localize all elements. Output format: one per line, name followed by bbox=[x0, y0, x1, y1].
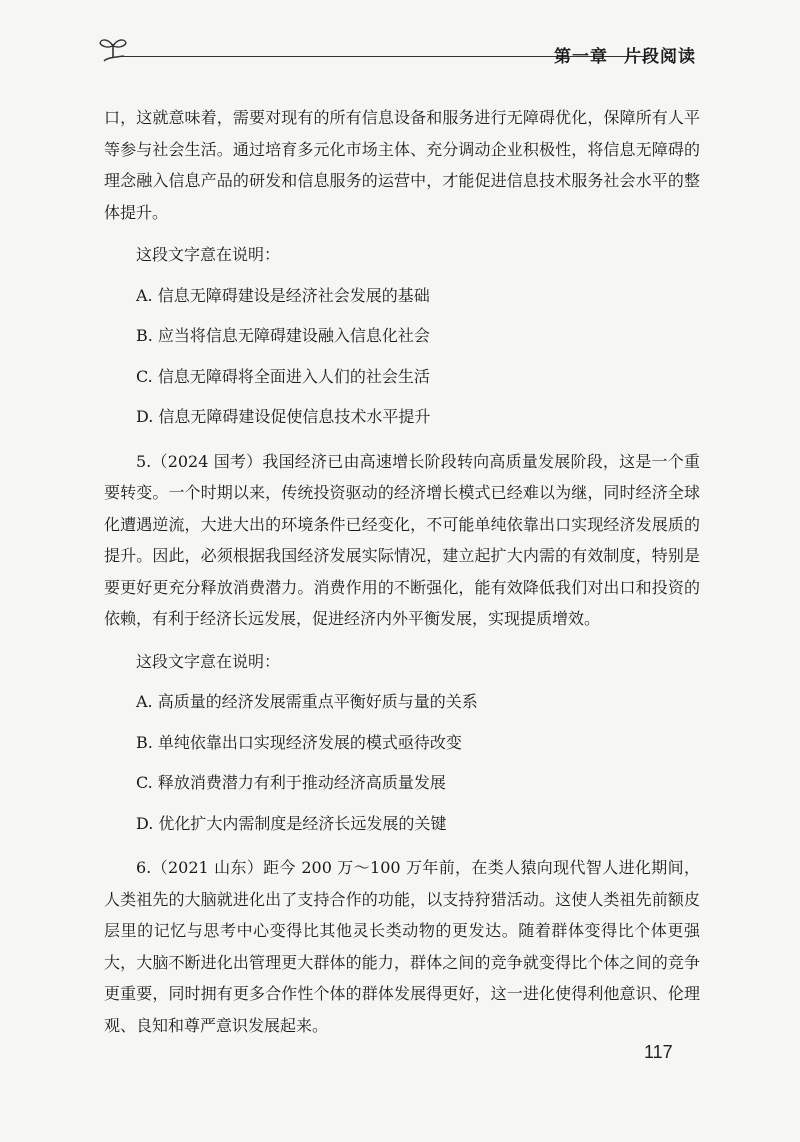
q4-option-b: B. 应当将信息无障碍建设融入信息化社会 bbox=[136, 326, 430, 345]
q5-option-d: D. 优化扩大内需制度是经济长远发展的关键 bbox=[136, 813, 447, 833]
q6-passage: 6.（2021 山东）距今 200 万～100 万年前，在类人猿向现代智人进化期间，人类祖先的大脑就进化出了支持合作的功能，以支持狩猎活动。这使人类祖先前额皮层里的记忆与思考中心变得比其他灵长类动物的更发达。随着群体变得比个体更强大，大脑不断进化出管理更大群体的能力，群体之间的竞争就变得比个体之间的竞争更重要，同时拥有更多合作性个体的群体发展得更好，这一进化使得利他意识、伦理观、良知和尊严意识发展起来。 bbox=[104, 858, 700, 1035]
q4-prompt: 这段文字意在说明： bbox=[136, 245, 281, 264]
q5-option-b: B. 单纯依靠出口实现经济发展的模式亟待改变 bbox=[136, 732, 462, 752]
q5-option-a: A. 高质量的经济发展需重点平衡好质与量的关系 bbox=[136, 692, 478, 711]
chapter-number: 第一章 bbox=[554, 47, 608, 67]
chapter-title bbox=[554, 42, 696, 67]
q4-option-c: C. 信息无障碍将全面进入人们的社会生活 bbox=[136, 366, 430, 386]
q4-option-d: D. 信息无障碍建设促使信息技术水平提升 bbox=[136, 407, 431, 426]
section-name: 片段阅读 bbox=[624, 47, 696, 67]
page-header bbox=[96, 34, 696, 68]
q5-prompt: 这段文字意在说明： bbox=[136, 651, 281, 671]
sprout-icon bbox=[96, 34, 130, 64]
q4-passage-tail: 口，这就意味着，需要对现有的所有信息设备和服务进行无障碍优化，保障所有人平等参与社会生活。通过培育多元化市场主体、充分调动企业积极性，将信息无障碍的理念融入信息产品的研发和信息服务的运营中，才能促进信息技术服务社会水平的整体提升。 bbox=[104, 108, 700, 222]
page-number: 117 bbox=[644, 1042, 673, 1062]
q4-option-a: A. 信息无障碍建设是经济社会发展的基础 bbox=[136, 285, 430, 305]
q5-passage: 5.（2024 国考）我国经济已由高速增长阶段转向高质量发展阶段，这是一个重要转变。一个时期以来，传统投资驱动的经济增长模式已经难以为继，同时经济全球化遭遇逆流，大进大出的环境条件已经变化，不可能单纯依靠出口实现经济发展质的提升。因此，必须根据我国经济发展实际情况，建立起扩大内需的有效制度，特别是要更好更充分释放消费潜力。消费作用的不断强化，能有效降低我们对出口和投资的依赖，有利于经济长远发展，促进经济内外平衡发展，实现提质增效。 bbox=[104, 451, 700, 628]
page-content bbox=[104, 102, 700, 1041]
q5-option-c: C. 释放消费潜力有利于推动经济高质量发展 bbox=[136, 773, 446, 792]
